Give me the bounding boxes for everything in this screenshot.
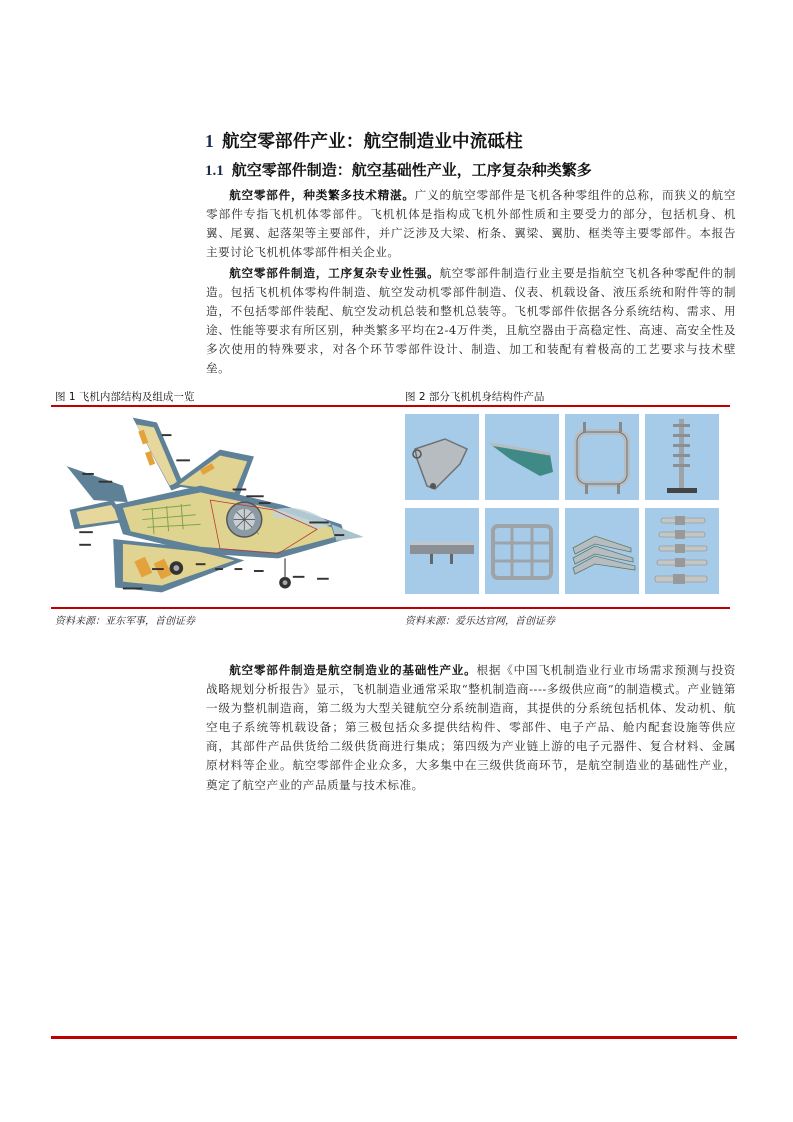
figure-1-caption — [55, 389, 194, 404]
frame-ring-part-image — [565, 414, 639, 500]
paragraph-2 — [206, 264, 736, 379]
paragraph-1-lead: 航空零部件，种类繁多技术精湛。 — [229, 188, 415, 202]
paragraph-1-body: 广义的航空零部件是飞机各种零组件的总称，而狭义的航空零部件专指飞机机体零部件。飞机机体是指构成飞机外部性质和主要受力的部分，包括机身、机翼、尾翼、起落架等主要部件，并广泛涉及大梁、桁条、翼梁、翼肋、框类等主要零部件。本报告主要讨论飞机机体零部件相关企业。 — [206, 188, 736, 260]
figure-2-label: 图 2 — [405, 391, 426, 403]
figure-2-title: 部分飞机机身结构件产品 — [428, 391, 545, 403]
section-number: 1 — [205, 131, 214, 151]
aircraft-cutaway-image — [55, 410, 385, 600]
subsection-title: 航空零部件制造：航空基础性产业，工序复杂种类繁多 — [231, 161, 592, 179]
fitting-set-part-image — [645, 508, 719, 594]
aircraft-cutaway-illustration — [55, 410, 385, 600]
paragraph-1 — [206, 186, 736, 262]
figure-bottom-divider — [51, 607, 730, 609]
subsection-heading — [205, 159, 592, 180]
paragraph-3-lead: 航空零部件制造是航空制造业的基础性产业。 — [229, 663, 477, 677]
figure-2-caption — [405, 389, 544, 404]
paragraph-2-lead: 航空零部件制造，工序复杂专业性强。 — [229, 266, 440, 280]
bracket-part-image — [405, 414, 479, 500]
subsection-number: 1.1 — [205, 163, 224, 179]
structural-parts-grid — [400, 410, 730, 600]
fork-arms-part-image — [565, 508, 639, 594]
beam-part-image — [405, 508, 479, 594]
rib-comb-part-image — [645, 414, 719, 500]
figure-2-source: 资料来源：爱乐达官网，首创证券 — [405, 616, 555, 627]
wing-spar-part-image — [485, 414, 559, 500]
paragraph-2-body: 航空零部件制造行业主要是指航空飞机各种零配件的制造。包括飞机机体零构件制造、航空发动机零部件制造、仪表、机载设备、液压系统和附件等的制造，不包括零部件装配、航空发动机总装和整机总装等。飞机零部件依据各分系统结构、需求、用途、性能等要求有所区别，种类繁多平均在2-4万件类，且航空器由于高稳定性、高速、高安全性及多次使用的特殊要求，对各个环节零部件设计、制造、加工和装配有着极高的工艺要求与技术壁垒。 — [206, 266, 736, 376]
footer-divider — [51, 1036, 737, 1039]
paragraph-3-body: 根据《中国飞机制造业行业市场需求预测与投资战略规划分析报告》显示，飞机制造业通常采取“整机制造商----多级供应商”的制造模式。产业链第一级为整机制造商，第二级为大型关键航空分系统制造商，其提供的分系统包括机体、发动机、航空电子系统等机载设备；第三极包括众多提供结构件、零部件、电子产品、舱内配套设施等供应商，其部件产品供货给二级供货商进行集成；第四级为产业链上游的电子元器件、复合材料、金属原材料等企业。航空零部件企业众多，大多集中在三级供货商环节，是航空制造业的基础性产业，奠定了航空产业的产品质量与技术标准。 — [206, 663, 736, 792]
grid-frame-part-image — [485, 508, 559, 594]
figure-top-divider — [51, 405, 730, 407]
paragraph-3 — [206, 661, 736, 795]
figure-1-source: 资料来源：亚东军事，首创证券 — [55, 616, 195, 627]
section-title: 航空零部件产业：航空制造业中流砥柱 — [221, 132, 523, 152]
figure-1-title: 飞机内部结构及组成一览 — [78, 391, 195, 403]
figure-1-label: 图 1 — [55, 391, 76, 403]
section-heading — [205, 128, 523, 153]
